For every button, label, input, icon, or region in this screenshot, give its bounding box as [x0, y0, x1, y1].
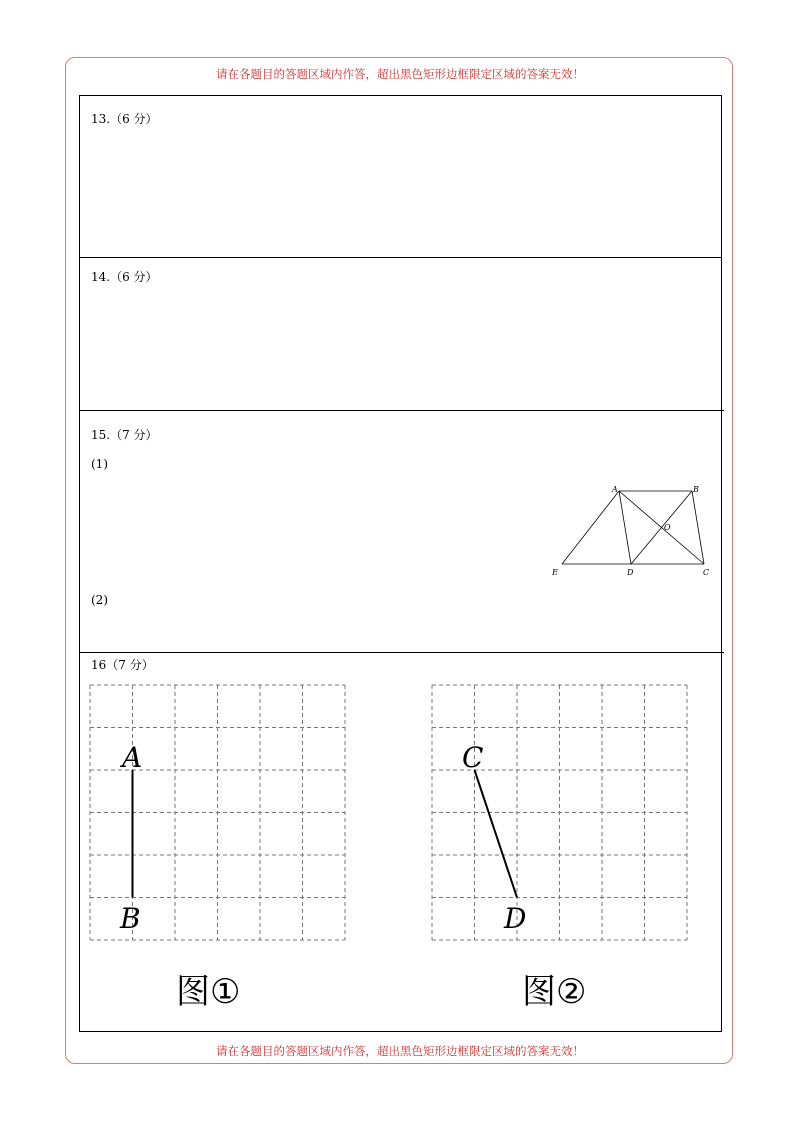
question-15-number: 15.	[91, 428, 111, 442]
point-label-c: C	[703, 568, 710, 577]
grid-figure-2	[422, 675, 702, 955]
question-15-part-1: (1)	[91, 457, 108, 471]
question-13-number: 13.	[91, 112, 111, 126]
grid-figure-1	[80, 675, 360, 955]
question-15-part-2: (2)	[91, 593, 108, 607]
point-label-b: B	[693, 485, 699, 494]
point-label-e: E	[552, 568, 558, 577]
grid-point-label-d: D	[504, 902, 527, 935]
bottom-warning-text: 请在各题目的答题区域内作答，超出黑色矩形边框限定区域的答案无效！	[216, 1044, 584, 1058]
grid-point-label-c: C	[462, 741, 484, 774]
segment-ad	[619, 491, 631, 564]
point-label-o: O	[664, 523, 671, 532]
question-16-number: 16	[91, 658, 107, 672]
parallelogram-figure	[540, 478, 720, 584]
question-13-label	[91, 110, 158, 127]
segment-bd	[631, 491, 692, 564]
grid-figure-1-caption: 图①	[176, 972, 241, 1012]
point-label-d: D	[627, 568, 634, 577]
grid-point-label-a: A	[122, 741, 143, 774]
question-13-score: （6 分）	[110, 112, 158, 126]
grid-point-label-b: B	[120, 902, 141, 935]
question-14-score: （6 分）	[110, 270, 158, 284]
point-label-a: A	[612, 485, 618, 494]
divider-14-15	[79, 410, 724, 411]
question-16-score: （7 分）	[106, 658, 154, 672]
grid-figure-2-caption: 图②	[522, 972, 587, 1012]
question-14-label	[91, 268, 158, 285]
question-16-label	[91, 656, 154, 673]
grid-lines-2	[432, 685, 687, 940]
question-15-score: （7 分）	[110, 428, 158, 442]
divider-13-14	[79, 257, 722, 258]
question-15-label	[91, 426, 158, 443]
segment-ea	[562, 491, 619, 564]
segment-bc	[692, 491, 704, 564]
segment-cd-grid	[475, 770, 518, 898]
top-warning-text: 请在各题目的答题区域内作答，超出黑色矩形边框限定区域的答案无效！	[216, 67, 584, 81]
question-14-number: 14.	[91, 270, 111, 284]
divider-15-16	[79, 652, 724, 653]
